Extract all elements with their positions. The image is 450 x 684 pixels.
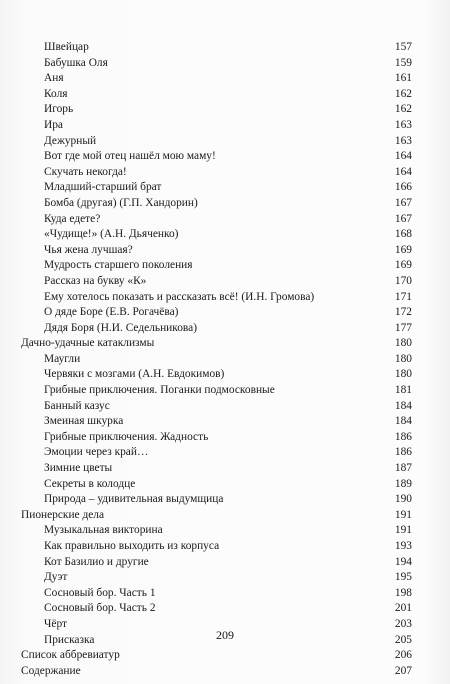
toc-entry-title: Банный казус [44, 399, 110, 412]
toc-entry-title: Присказка [44, 633, 95, 646]
toc-entry-title: Младший-старший брат [44, 181, 162, 194]
toc-entry [0, 321, 450, 337]
toc-entry-title: Аня [44, 72, 64, 85]
toc-entry-title: Скучать некогда! [44, 165, 127, 178]
toc-entry-page-number: 171 [394, 290, 412, 303]
toc-entry-page-number: 181 [394, 384, 412, 397]
toc-entry [0, 383, 450, 399]
toc-entry [0, 430, 450, 446]
toc-entry-title: Рассказ на букву «К» [44, 274, 147, 287]
toc-entry [0, 274, 450, 290]
toc-entry [0, 492, 450, 508]
toc-entry-page-number: 169 [394, 243, 412, 256]
toc-entry-title: Ира [44, 118, 63, 131]
toc-entry [0, 570, 450, 586]
toc-entry-title: Кот Базилио и другие [44, 555, 149, 568]
toc-entry-title: Эмоции через край… [44, 446, 149, 459]
toc-entry-title: Грибные приключения. Жадность [44, 430, 209, 443]
toc-entry [0, 305, 450, 321]
toc-entry [0, 212, 450, 228]
toc-entry-page-number: 162 [394, 103, 412, 116]
toc-entry-page-number: 170 [394, 274, 412, 287]
toc-entry-page-number: 163 [394, 134, 412, 147]
toc-entry-page-number: 206 [394, 649, 412, 662]
toc-entry-page-number: 177 [394, 321, 412, 334]
toc-entry-page-number: 180 [394, 368, 412, 381]
toc-entry-title: Чёрт [44, 617, 67, 630]
toc-entry-title: Дуэт [44, 571, 68, 584]
toc-entry-title: Как правильно выходить из корпуса [44, 540, 220, 552]
toc-entry [0, 258, 450, 274]
toc-entry-page-number: 167 [394, 196, 412, 209]
toc-section-entry [0, 648, 450, 664]
toc-entry-title: Список аббревиатур [21, 649, 120, 662]
toc-entry [0, 414, 450, 430]
toc-entry-page-number: 191 [394, 524, 412, 537]
toc-entry-title: Музыкальная викторина [44, 524, 163, 537]
toc-entry-title: Дачно-удачные катаклизмы [21, 337, 155, 350]
toc-entry [0, 56, 450, 72]
toc-entry-title: Пионерские дела [21, 508, 105, 521]
toc-section-entry [0, 664, 450, 680]
toc-entry-page-number: 164 [394, 165, 412, 178]
toc-entry-title: «Чудище!» (А.Н. Дьяченко) [44, 228, 179, 241]
toc-entry-page-number: 205 [394, 633, 412, 646]
toc-entry-page-number: 163 [394, 118, 412, 131]
toc-entry-page-number: 184 [394, 415, 412, 428]
toc-entry-title: Сосновый бор. Часть 1 [44, 586, 156, 599]
toc-entry [0, 445, 450, 461]
toc-section-entry [0, 508, 450, 524]
toc-entry-title: Игорь [44, 103, 74, 116]
toc-section-entry [0, 336, 450, 352]
toc-entry-title: Зимние цветы [44, 462, 113, 475]
toc-entry [0, 118, 450, 134]
toc-entry [0, 149, 450, 165]
toc-entry-title: Дежурный [44, 134, 97, 147]
toc-entry-title: Мудрость старшего поколения [44, 259, 193, 272]
toc-entry-title: Маугли [44, 352, 81, 365]
toc-entry-title: Бомба (другая) (Г.П. Хандорин) [44, 196, 198, 209]
toc-entry [0, 134, 450, 150]
toc-entry-title: Природа – удивительная выдумщица [44, 493, 224, 506]
toc-entry-title: Грибные приключения. Поганки подмосковные [44, 384, 275, 397]
toc-entry-page-number: 180 [394, 352, 412, 365]
toc-entry-page-number: 187 [394, 462, 412, 475]
toc-entry-page-number: 189 [394, 477, 412, 490]
toc-entry-page-number: 172 [394, 306, 412, 319]
toc-entry-page-number: 159 [394, 56, 412, 69]
toc-entry-page-number: 207 [394, 664, 412, 677]
toc-entry-title: Швейцар [44, 41, 89, 53]
toc-entry-page-number: 190 [394, 493, 412, 506]
toc-entry [0, 71, 450, 87]
toc-entry-title: Червяки с мозгами (А.Н. Евдокимов) [44, 368, 225, 381]
toc-entry-page-number: 191 [394, 508, 412, 521]
toc-entry [0, 399, 450, 415]
toc-entry-title: Куда едете? [44, 212, 101, 225]
toc-entry-title: Вот где мой отец нашёл мою маму! [44, 150, 216, 163]
toc-entry [0, 367, 450, 383]
toc-entry-title: Коля [44, 87, 68, 100]
toc-entry-page-number: 157 [394, 41, 412, 53]
toc-entry [0, 180, 450, 196]
toc-entry-page-number: 161 [394, 72, 412, 85]
toc-entry-title: Ему хотелось показать и рассказать всё! (И.Н. Громова) [44, 290, 315, 303]
toc-entry-page-number: 168 [394, 228, 412, 241]
toc-entry-title: О дяде Боре (Е.В. Рогачёва) [44, 306, 179, 319]
toc-entry-page-number: 186 [394, 446, 412, 459]
toc-entry [0, 461, 450, 477]
toc-entry-page-number: 184 [394, 399, 412, 412]
toc-entry-title: Дядя Боря (Н.И. Седельникова) [44, 321, 197, 334]
toc-entry [0, 165, 450, 181]
toc-entry-page-number: 193 [394, 540, 412, 552]
toc-entry-page-number: 166 [394, 181, 412, 194]
toc-entry [0, 352, 450, 368]
toc-entry [0, 290, 450, 306]
toc-entry [0, 586, 450, 602]
toc-entry [0, 523, 450, 539]
toc-entry [0, 227, 450, 243]
toc-entry-page-number: 169 [394, 259, 412, 272]
toc-entry [0, 40, 450, 56]
toc-entry [0, 539, 450, 555]
toc-entry-page-number: 203 [394, 617, 412, 630]
toc-entry-page-number: 195 [394, 571, 412, 584]
toc-entry [0, 87, 450, 103]
toc-entry-title: Змеиная шкурка [44, 415, 124, 428]
toc-entry-title: Бабушка Оля [44, 56, 108, 69]
toc-entry [0, 243, 450, 259]
toc-entry [0, 102, 450, 118]
toc-entry-page-number: 194 [394, 555, 412, 568]
table-of-contents [0, 40, 450, 679]
toc-entry-title: Сосновый бор. Часть 2 [44, 602, 156, 615]
toc-entry-page-number: 167 [394, 212, 412, 225]
toc-entry-title: Содержание [21, 664, 81, 677]
toc-entry [0, 601, 450, 617]
toc-entry-title: Чья жена лучшая? [44, 243, 133, 256]
page-number: 209 [216, 628, 234, 642]
toc-entry-page-number: 162 [394, 87, 412, 100]
toc-entry [0, 196, 450, 212]
toc-entry-title: Секреты в колодце [44, 477, 136, 490]
toc-entry-page-number: 164 [394, 150, 412, 163]
toc-entry-page-number: 180 [394, 337, 412, 350]
toc-entry-page-number: 198 [394, 586, 412, 599]
toc-entry [0, 555, 450, 571]
toc-entry-page-number: 201 [394, 602, 412, 615]
toc-entry [0, 477, 450, 493]
toc-entry-page-number: 186 [394, 430, 412, 443]
